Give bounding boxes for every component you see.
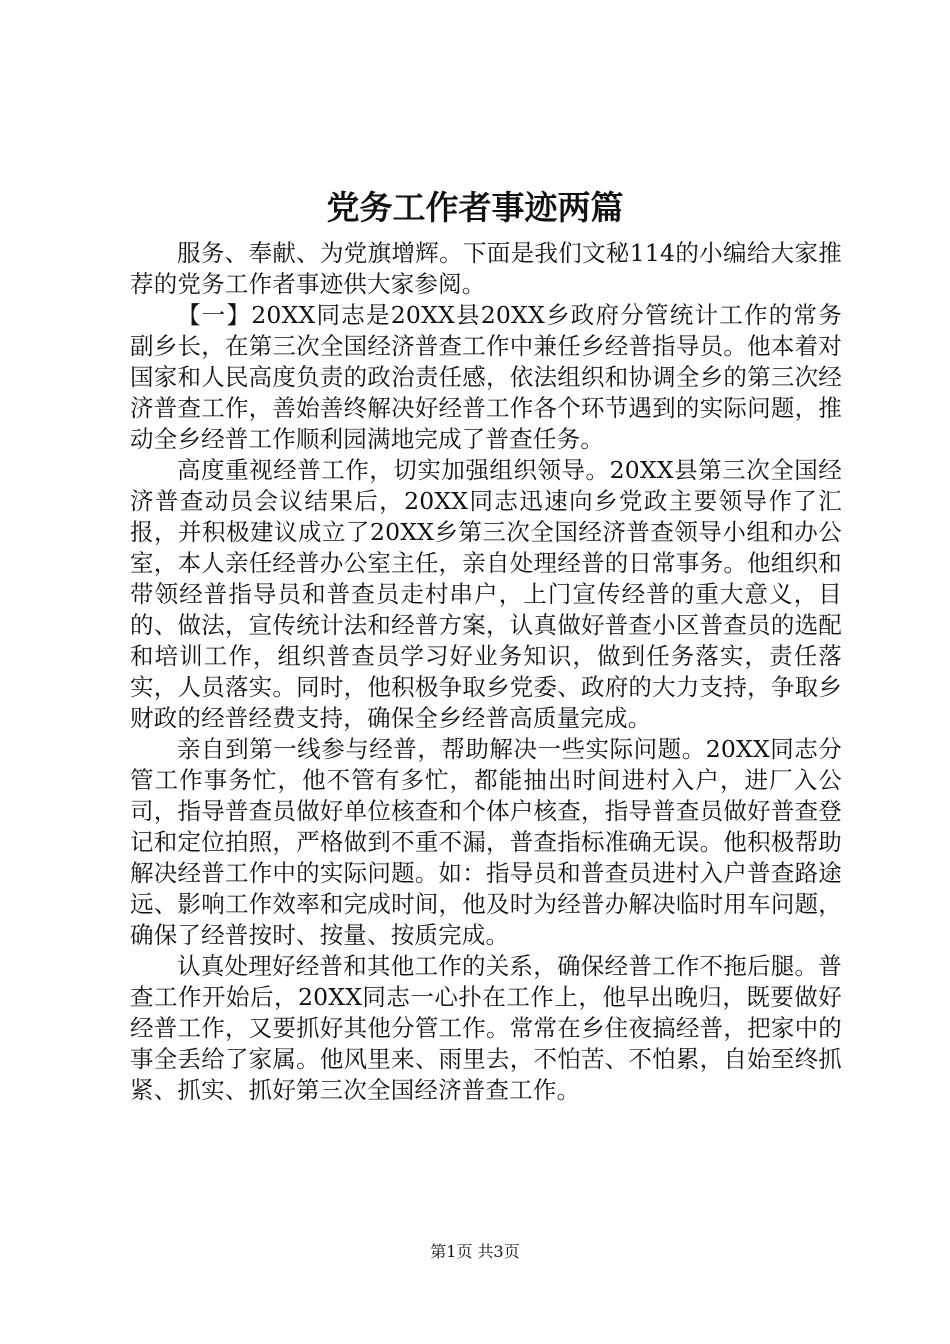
paragraph-3: 亲自到第一线参与经普，帮助解决一些实际问题。20XX同志分管工作事务忙，他不管有多忙，都能抽出时间进村入户，进厂入公司，指导普查员做好单位核查和个体户核查，指导普查员做好普查登记和定位拍照，严格做到不重不漏，普查指标准确无误。他积极帮助解决经普工作中的实际问题。如：指导员和普查员进村入户普查路途远、影响工作效率和完成时间，他及时为经普办解决临时用车问题，确保了经普按时、按量、按质完成。 xyxy=(130,735,842,949)
document-body xyxy=(130,238,842,1106)
paragraph-1: 【一】20XX同志是20XX县20XX乡政府分管统计工作的常务副乡长，在第三次全国经济普查工作中兼任乡经普指导员。他本着对国家和人民高度负责的政治责任感，依法组织和协调全乡的第三次经济普查工作，善始善终解决好经普工作各个环节遇到的实际问题，推动全乡经普工作顺利园满地完成了普查任务。 xyxy=(130,301,842,453)
paragraph-intro: 服务、奉献、为党旗增辉。下面是我们文秘114的小编给大家推荐的党务工作者事迹供大家参阅。 xyxy=(130,239,842,298)
page-footer: 第1页 共3页 xyxy=(430,1242,520,1261)
paragraph-4: 认真处理好经普和其他工作的关系，确保经普工作不拖后腿。普查工作开始后，20XX同志一心扑在工作上，他早出晚归，既要做好经普工作，又要抓好其他分管工作。常常在乡住夜搞经普，把家中的事全丢给了家属。他风里来、雨里去，不怕苦、不怕累，自始至终抓紧、抓实、抓好第三次全国经济普查工作。 xyxy=(130,952,842,1104)
paragraph-2: 高度重视经普工作，切实加强组织领导。20XX县第三次全国经济普查动员会议结果后，20XX同志迅速向乡党政主要领导作了汇报，并积极建议成立了20XX乡第三次全国经济普查领导小组和办公室，本人亲任经普办公室主任，亲自处理经普的日常事务。他组织和带领经普指导员和普查员走村串户，上门宣传经普的重大意义，目的、做法，宣传统计法和经普方案，认真做好普查小区普查员的选配和培训工作，组织普查员学习好业务知识，做到任务落实，责任落实，人员落实。同时，他积极争取乡党委、政府的大力支持，争取乡财政的经普经费支持，确保全乡经普高质量完成。 xyxy=(130,456,842,732)
document-title: 党务工作者事迹两篇 xyxy=(326,188,624,227)
